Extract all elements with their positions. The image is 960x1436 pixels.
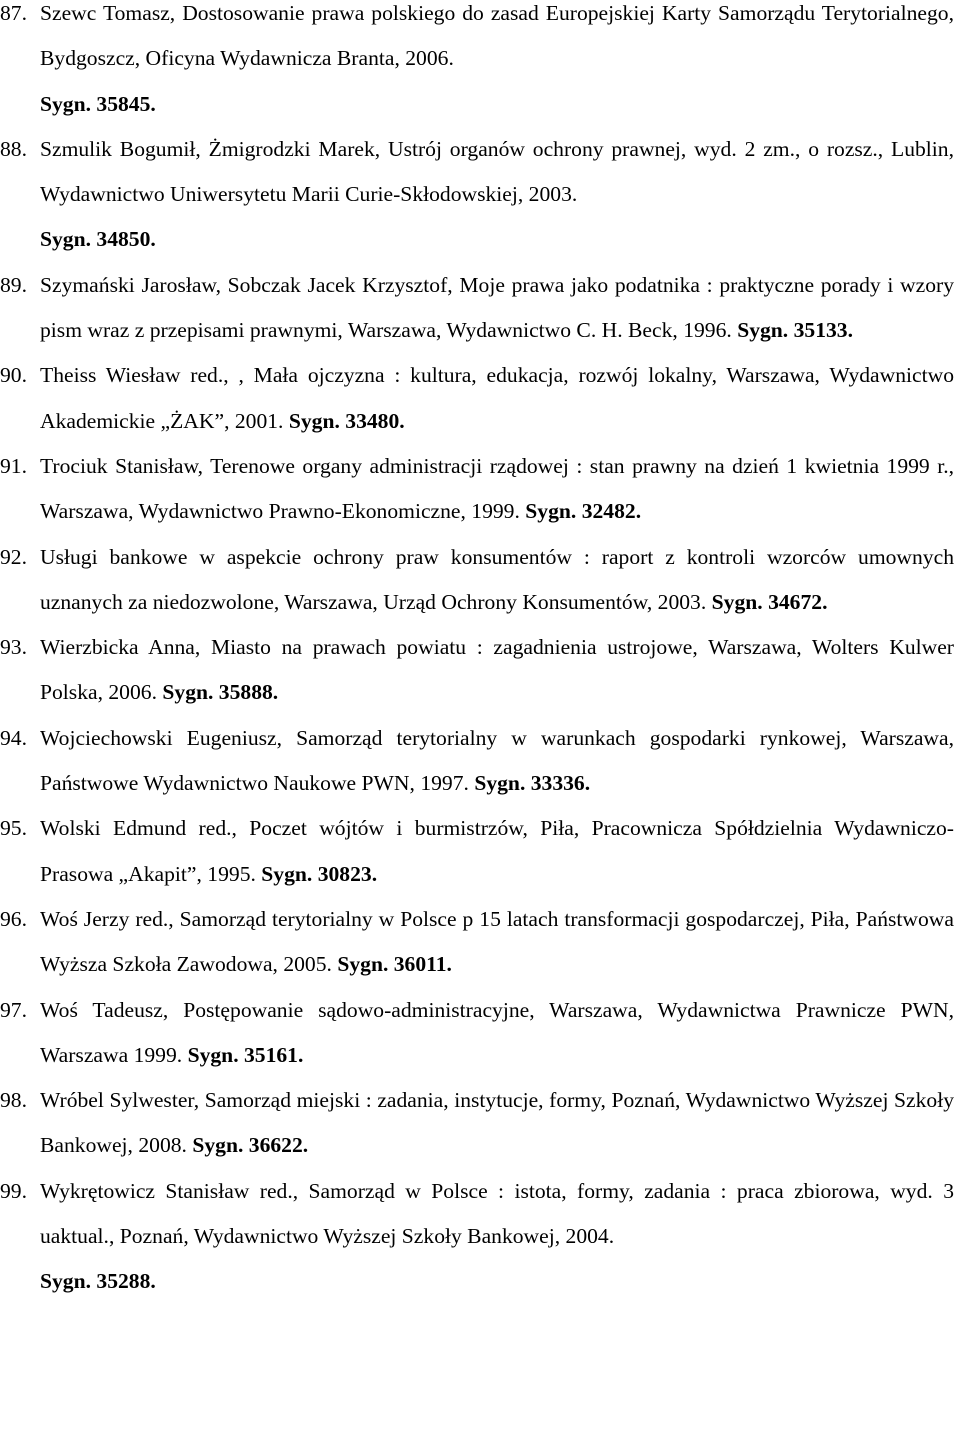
- bibliography-entry: [0, 127, 954, 263]
- entry-text: Theiss Wiesław red., , Mała ojczyzna : kultura, edukacja, rozwój lokalny, Warszawa, Wydawnictwo Akademickie „ŻAK”, 2001.: [40, 363, 954, 433]
- bibliography-entry: [0, 263, 954, 354]
- bibliography-entry: [0, 716, 954, 807]
- entry-text-block: [40, 716, 954, 807]
- entry-text-block: [40, 353, 954, 444]
- bibliography-entry: [0, 988, 954, 1079]
- entry-number: 99.: [0, 1178, 27, 1203]
- entry-number: 93.: [0, 635, 27, 660]
- bibliography-entry: [0, 625, 954, 716]
- entry-number: 97.: [0, 997, 27, 1022]
- entry-number: 89.: [0, 272, 27, 297]
- entry-text-block: [40, 0, 954, 127]
- entry-text-block: [40, 1169, 954, 1305]
- entry-number: 94.: [0, 725, 27, 750]
- entry-text-block: [40, 127, 954, 263]
- entry-signature: Sygn. 33480.: [288, 408, 405, 433]
- entry-signature: Sygn. 32482.: [525, 499, 642, 524]
- entry-number: 92.: [0, 544, 27, 569]
- entry-text-block: [40, 806, 954, 897]
- entry-text-block: [40, 535, 954, 626]
- entry-text: Szewc Tomasz, Dostosowanie prawa polskiego do zasad Europejskiej Karty Samorządu Terytorialnego, Bydgoszcz, Oficyna Wydawnicza Branta, 2006.: [40, 1, 954, 71]
- bibliography-entry: [0, 897, 954, 988]
- entry-number: 95.: [0, 816, 27, 841]
- entry-signature: Sygn. 30823.: [261, 861, 378, 886]
- bibliography-entry: [0, 1078, 954, 1169]
- entry-text: Szymański Jarosław, Sobczak Jacek Krzysztof, Moje prawa jako podatnika : praktyczne porady i wzory pism wraz z przepisami prawnymi, Warszawa, Wydawnictwo C. H. Beck, 1996.: [40, 272, 954, 343]
- entry-signature: Sygn. 34850.: [40, 227, 156, 252]
- entry-text: Wierzbicka Anna, Miasto na prawach powiatu : zagadnienia ustrojowe, Warszawa, Wolters Kulwer Polska, 2006.: [40, 635, 954, 705]
- entry-number: 88.: [0, 136, 27, 161]
- bibliography-entry: [0, 353, 954, 444]
- bibliography-entry: [0, 444, 954, 535]
- bibliography-entry: [0, 535, 954, 626]
- entry-text: Szmulik Bogumił, Żmigrodzki Marek, Ustrój organów ochrony prawnej, wyd. 2 zm., o rozsz., Lublin, Wydawnictwo Uniwersytetu Marii Curie-Skłodowskiej, 2003.: [40, 136, 954, 207]
- entry-text: Woś Jerzy red., Samorząd terytorialny w Polsce p 15 latach transformacji gospodarczej, Piła, Państwowa Wyższa Szkoła Zawodowa, 2005.: [40, 906, 954, 977]
- entry-text: Wykrętowicz Stanisław red., Samorząd w Polsce : istota, formy, zadania : praca zbiorowa, wyd. 3 uaktual., Poznań, Wydawnictwo Wyższej Szkoły Bankowej, 2004.: [40, 1178, 954, 1249]
- entry-signature: Sygn. 35288.: [40, 1269, 156, 1294]
- bibliography-entry: [0, 1169, 954, 1305]
- entry-text-block: [40, 263, 954, 354]
- entry-signature: Sygn. 33336.: [474, 771, 591, 796]
- entry-number: 96.: [0, 906, 27, 931]
- entry-signature: Sygn. 35161.: [187, 1042, 304, 1067]
- entry-text: Wróbel Sylwester, Samorząd miejski : zadania, instytucje, formy, Poznań, Wydawnictwo Wyższej Szkoły Bankowej, 2008.: [40, 1088, 954, 1158]
- entry-number: 98.: [0, 1088, 27, 1113]
- entry-text-block: [40, 625, 954, 716]
- entry-signature: Sygn. 34672.: [711, 589, 828, 614]
- entry-text-block: [40, 988, 954, 1079]
- bibliography-entry: [0, 806, 954, 897]
- entry-text: Wolski Edmund red., Poczet wójtów i burmistrzów, Piła, Pracownicza Spółdzielnia Wydawniczo-Prasowa „Akapit”, 1995.: [40, 816, 954, 886]
- entry-text-block: [40, 444, 954, 535]
- entry-signature: Sygn. 35888.: [162, 680, 279, 705]
- entry-number: 90.: [0, 363, 27, 388]
- entry-text-block: [40, 897, 954, 988]
- entry-text-block: [40, 1078, 954, 1169]
- entry-signature: Sygn. 35133.: [737, 318, 853, 343]
- entry-number: 91.: [0, 453, 27, 478]
- entry-text: Woś Tadeusz, Postępowanie sądowo-administracyjne, Warszawa, Wydawnictwa Prawnicze PWN, Warszawa 1999.: [40, 997, 954, 1067]
- entry-signature: Sygn. 36011.: [337, 952, 452, 977]
- entry-text: Trociuk Stanisław, Terenowe organy administracji rządowej : stan prawny na dzień 1 kwietnia 1999 r., Warszawa, Wydawnictwo Prawno-Ekonomiczne, 1999.: [40, 453, 954, 524]
- entry-number: 87.: [0, 1, 27, 25]
- entry-text: Wojciechowski Eugeniusz, Samorząd terytorialny w warunkach gospodarki rynkowej, Warszawa, Państwowe Wydawnictwo Naukowe PWN, 1997.: [40, 725, 954, 796]
- bibliography-entry: [0, 0, 954, 127]
- entry-text: Usługi bankowe w aspekcie ochrony praw konsumentów : raport z kontroli wzorców umownych uznanych za niedozwolone, Warszawa, Urząd Ochrony Konsumentów, 2003.: [40, 544, 954, 614]
- entry-signature: Sygn. 36622.: [192, 1133, 309, 1158]
- entry-signature: Sygn. 35845.: [40, 91, 156, 116]
